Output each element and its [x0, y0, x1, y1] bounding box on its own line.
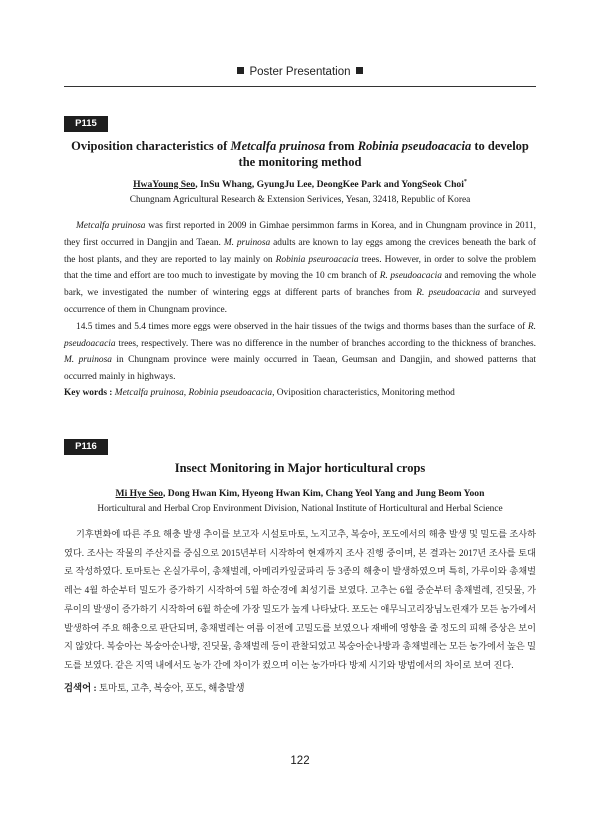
keywords-text: 토마토, 고추, 복숭아, 포도, 해충발생 [98, 684, 245, 694]
keywords-label: 검색어 : [64, 684, 99, 694]
affiliation: Chungnam Agricultural Research & Extension Serivices, Yesan, 32418, Republic of Korea [129, 195, 471, 205]
affiliation: Horticultural and Herbal Crop Environment Division, National Institute of Horticultural and Herbal Science [97, 504, 503, 514]
poster-code-badge: P115 [64, 116, 108, 132]
abstract-paragraph: 14.5 times and 5.4 times more eggs were observed in the hair tissues of the twigs and thorms bases than the surface of R. pseudoacacia trees, respectively. There was no difference in the number of branches according to the thickness of branches. M. pruinosa in Chungnam province were mainly occurred in Taean, Geumsan and Dangjin, and showed patterns that occurred mainly in highways. [64, 321, 536, 383]
section-header [0, 66, 600, 78]
author-list [64, 179, 536, 190]
abstract-paragraph: 기후변화에 따른 주요 해충 발생 추이를 보고자 시설토마토, 노지고추, 복숭아, 포도에서의 해충 발생 및 밀도를 조사하였다. 조사는 작물의 주산지를 중심으로 2015년부터 시작하여 현재까지 조사 진행 중이며, 본 결과는 2017년 조사를 토대로 작성하였다. 토마토는 온실가루이, 총채벌레, 아메리카잎굴파리 등 3종의 해충이 발생하였으며 특히, 가루이와 총채벌레는 4월 하순부터 밀도가 증가하기 시작하여 5월 하순경에 최성기를 보였다. 고추는 6월 중순부터 총채벌레, 진딧물, 가루이의 발생이 증가하기 시작하여 6월 하순에 가장 밀도가 높게 나타났다. 포도는 애무늬고리장님노린재가 모든 농가에서 발생하여 주요 해충으로 판단되며, 총채벌레는 여름 이전에 고밀도를 보였으나 재배에 영향을 줄 정도의 피해 증상은 보이지 않았다. 복숭아는 복숭아순나방, 진딧물, 총채벌레 등이 관찰되었고 복숭아순나방과 총채벌레는 모든 농가에서 높은 밀도를 보였다. 같은 지역 내에서도 농가 간에 차이가 컸으며 이는 농가마다 방제 시기와 방법에서의 차이로 보여 진다. [64, 529, 536, 670]
presenter-name: HwaYoung Seo [133, 179, 196, 191]
coauthors: , Dong Hwan Kim, Hyeong Hwan Kim, Chang Yeol Yang and Jung Beom Yoon [162, 488, 485, 499]
abstract-body [64, 525, 536, 675]
section-header-label: Poster Presentation [249, 66, 351, 78]
abstract-body [64, 218, 536, 386]
poster-code-badge: P116 [64, 439, 108, 455]
keywords [64, 680, 536, 694]
page-number: 122 [290, 755, 310, 767]
poster-title: Insect Monitoring in Major horticultural crops [174, 461, 426, 475]
author-list [64, 488, 536, 499]
coauthors: , InSu Whang, GyungJu Lee, DeongKee Park and YongSeok Choi [195, 179, 464, 191]
header-divider [64, 86, 536, 87]
square-bullet-icon [356, 67, 363, 74]
keywords-label: Key words : [64, 388, 115, 398]
square-bullet-icon [237, 67, 244, 74]
presenter-name: Mi Hye Seo [115, 488, 163, 499]
keywords: Key words : Metcalfa pruinosa, Robinia pseudoacacia, Oviposition characteristics, Monitoring method [64, 388, 455, 398]
abstract-paragraph: Metcalfa pruinosa was first reported in 2009 in Gimhae persimmon farms in Korea, and in Chungnam province in 2011, they first occurred in Dangjin and Taean. M. pruinosa adults are known to lay eggs among the crevices beneath the bark of the host plants, and they are reported to lay mainly on Robinia pseuroacacia trees. However, in order to solve the problem that the time and effort are too much to investigate by moving the 10 cm branch of R. pseudoacacia and removing the whole bark, we investigated the number of wintering eggs at different parts of branches from R. pseudoacacia and surveyed occurrence of them in Chungnam province. [64, 221, 536, 315]
poster-title: Oviposition characteristics of Metcalfa pruinosa from Robinia pseudoacacia to develop the monitoring method [71, 139, 529, 169]
corresponding-mark: * [463, 179, 467, 185]
